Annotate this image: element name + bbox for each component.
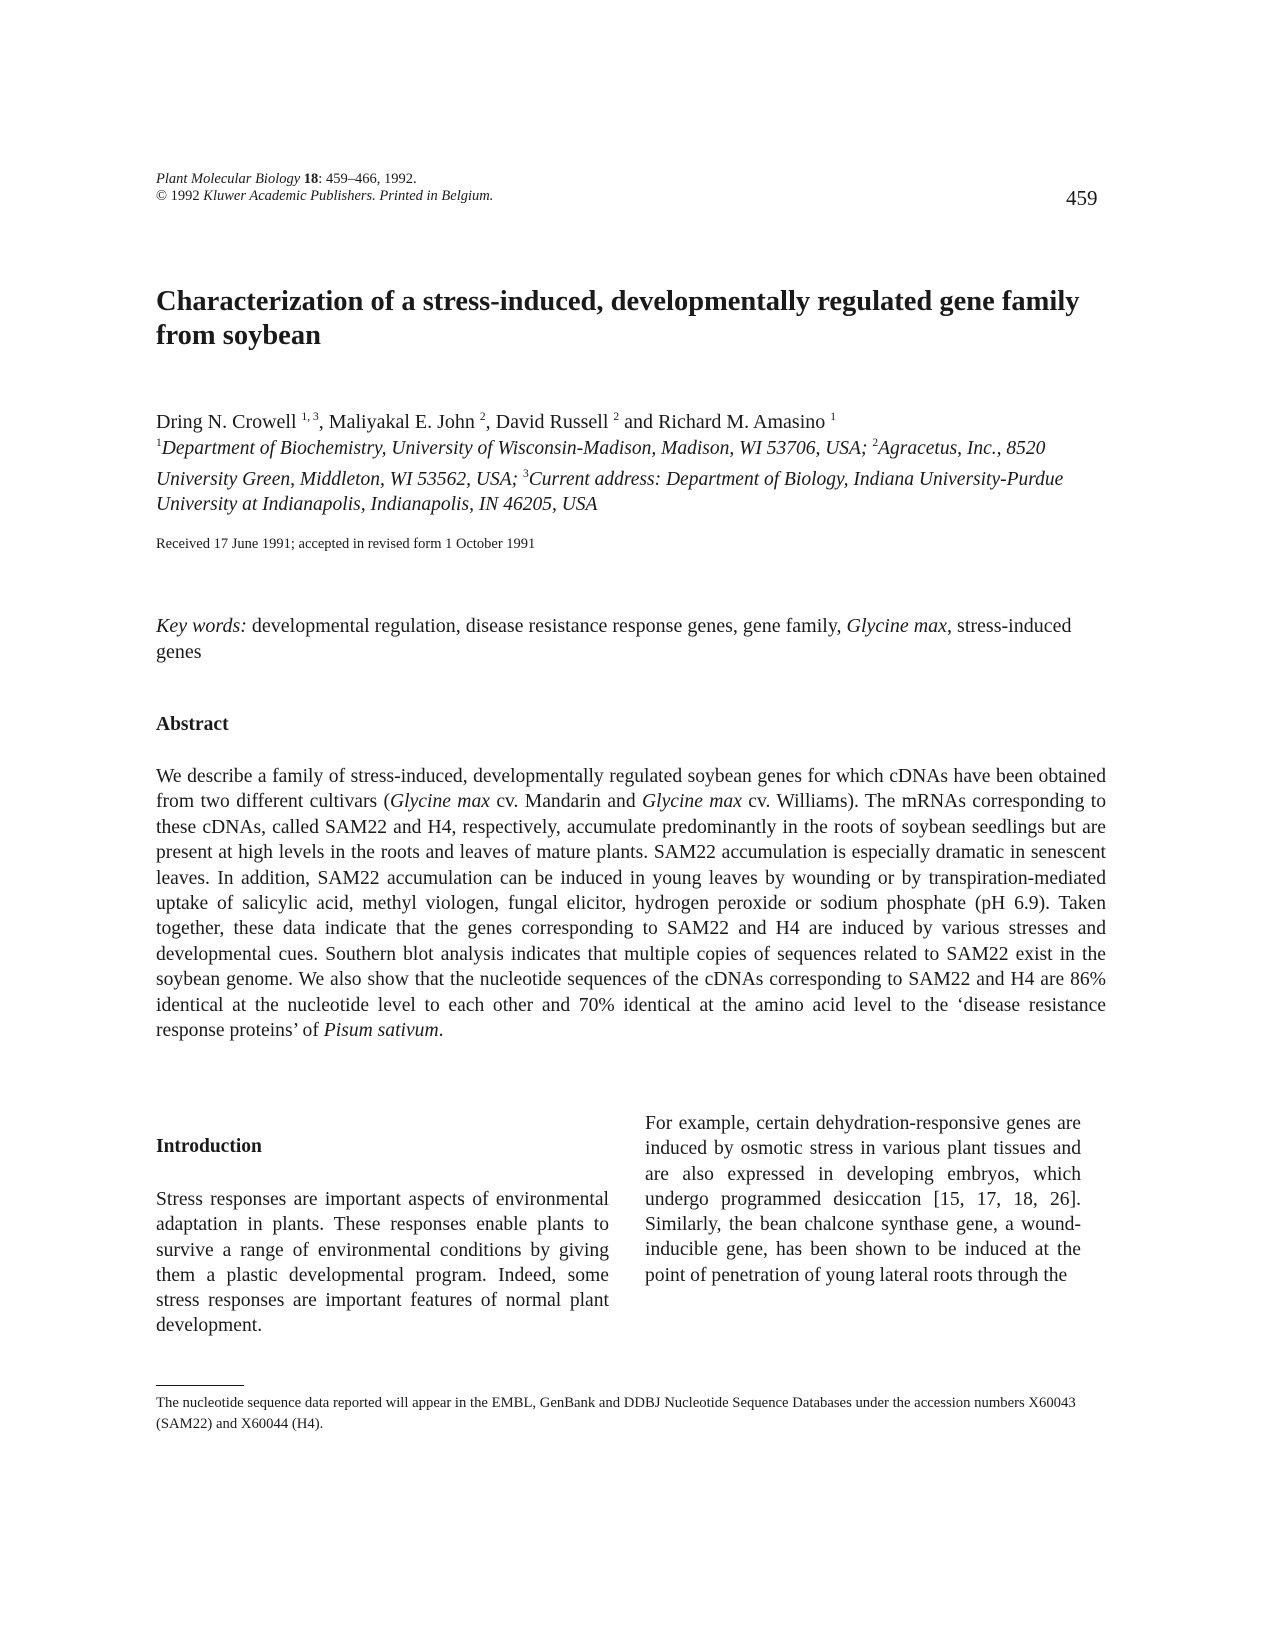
keywords-text-end: , stress-induced genes [156, 615, 1072, 663]
author-name: David Russell [495, 411, 609, 433]
author-name: Dring N. Crowell [156, 411, 297, 433]
abstract-text: . [438, 1020, 444, 1042]
abstract-text: cv. Williams). The mRNAs corresponding to these cDNAs, called SAM22 and H4, respectively, accumulate predominantly in the roots of soybean seedlings but are present at high levels in the roots and leaves of mature plants. SAM22 accumulation is especially dramatic in senescent leaves. In addition, SAM22 accumulation can be induced in young leaves by wounding or by transpiration-mediated uptake of salicylic acid, methyl viologen, fungal elicitor, hydrogen peroxide or sodium phosphate (pH 6.9). Taken together, these data indicate that the genes corresponding to SAM22 and H4 are induced by various stresses and developmental cues. Southern blot analysis indicates that multiple copies of sequences related to SAM22 exist in the soybean genome. We also show that the nucleotide sequences of the cDNAs corresponding to SAM22 and H4 are 86% identical at the nucleotide level to each other and 70% identical at the amino acid level to the ‘disease resistance response proteins’ of [156, 791, 1106, 1042]
keywords [156, 614, 1111, 665]
affiliation-number: 2 [872, 437, 879, 449]
author-affiliation-mark: 1, 3 [301, 411, 319, 423]
introduction-right-column: For example, certain dehydration-responsive genes are induced by osmotic stress in various plant tissues and are also expressed in developing embryos, which undergo programmed desiccation [15, 17, 18, 26]. Similarly, the bean chalcone synthase gene, a wound-inducible gene, has been shown to be induced at the point of penetration of young lateral roots through the [645, 1113, 1081, 1286]
article-title: Characterization of a stress-induced, developmentally regulated gene family from soybean [156, 286, 1080, 351]
author-affiliation-mark: 2 [613, 411, 620, 423]
author-name: Richard M. Amasino [658, 411, 826, 433]
keywords-label: Key words: [156, 615, 247, 637]
affiliation-text: Current address: Department of Biology, Indiana University-Purdue University at Indianapolis, Indianapolis, IN 46205, USA [156, 468, 1064, 515]
keywords-italic: Glycine max [846, 615, 948, 637]
author-name: Maliyakal E. John [328, 411, 475, 433]
journal-name: Plant Molecular Biology [156, 171, 301, 187]
abstract-text: We describe a family of stress-induced, developmentally regulated soybean genes for which cDNAs have been obtained from two different cultivars ( [156, 766, 1106, 813]
affiliation-number: 3 [523, 467, 529, 480]
journal-line [156, 171, 493, 188]
page-number: 459 [1066, 186, 1098, 210]
abstract-body [156, 764, 1106, 1043]
abstract-species: Glycine max [641, 791, 742, 813]
abstract-heading: Abstract [156, 714, 229, 735]
copyright-symbol: © [156, 188, 168, 204]
abstract-species: Glycine max [390, 791, 490, 813]
author-affiliation-mark: 1 [830, 411, 837, 423]
journal-pages-year: : 459–466, 1992. [318, 171, 417, 187]
copyright-year: 1992 [170, 188, 200, 204]
affiliation-number: 1 [156, 437, 162, 449]
affiliation-text: Agracetus, Inc., 8520 University Green, Middleton, WI 53562, USA; [156, 438, 1046, 490]
copyright-line [156, 188, 493, 205]
footnote: The nucleotide sequence data reported will appear in the EMBL, GenBank and DDBJ Nucleotide Sequence Databases under the accession numbers X60043 (SAM22) and X60044 (H4). [156, 1395, 1076, 1432]
journal-citation [156, 171, 493, 205]
publisher: Kluwer Academic Publishers. Printed in Belgium. [203, 188, 494, 204]
keywords-text: developmental regulation, disease resistance response genes, gene family, [251, 615, 842, 637]
affiliation-text: Department of Biochemistry, University of Wisconsin-Madison, Madison, WI 53706, USA; [161, 438, 868, 459]
journal-volume: 18 [303, 171, 319, 187]
author-list: Dring N. Crowell $^{1, 3}$, Maliyakal E. John $^2$, David Russell $^2$ and Richard M. Amasino $^1$ [156, 411, 837, 433]
affiliations [156, 431, 1088, 518]
footnote-rule [156, 1385, 244, 1386]
abstract-species: Pisum sativum [323, 1020, 439, 1042]
abstract-text: cv. Mandarin and [489, 791, 642, 813]
introduction-left-column: Stress responses are important aspects of environmental adaptation in plants. These responses enable plants to survive a range of environmental conditions by giving them a plastic developmental program. Indeed, some stress responses are important features of normal plant development. [156, 1189, 609, 1337]
author-affiliation-mark: 2 [479, 411, 486, 423]
introduction-heading: Introduction [156, 1136, 262, 1157]
received-dates: Received 17 June 1991; accepted in revised form 1 October 1991 [156, 536, 536, 552]
